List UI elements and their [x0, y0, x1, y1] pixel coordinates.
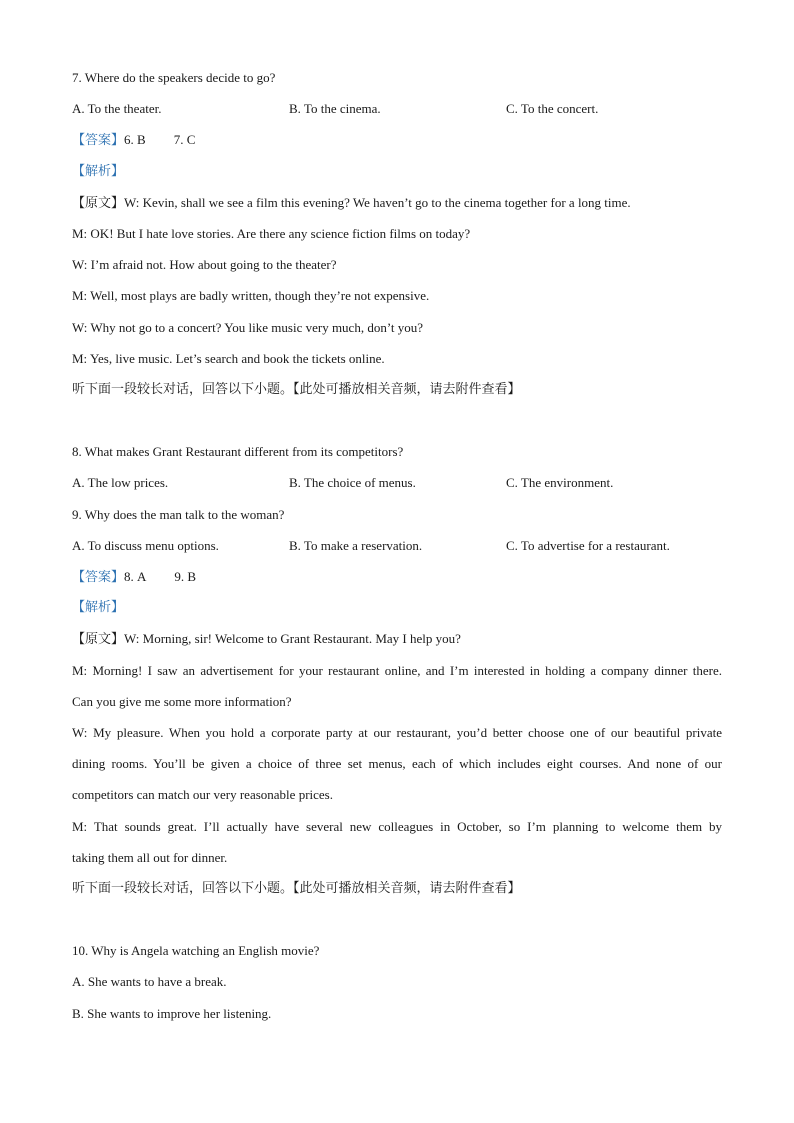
- transcript-1-line-4: M: Well, most plays are badly written, though they’re not expensive.: [72, 288, 430, 304]
- transcript-1-line-6: M: Yes, live music. Let’s search and book the tickets online.: [72, 350, 385, 366]
- transcript-1-line-5: W: Why not go to a concert? You like music very much, don’t you?: [72, 319, 424, 335]
- option-b: B. To make a reservation.: [289, 537, 423, 553]
- answer-line-1: [72, 124, 722, 155]
- answer-9: 9. B: [174, 569, 197, 584]
- listening-instruction-1: 听下面一段较长对话，回答以下小题。【此处可播放相关音频，请去附件查看】: [72, 381, 521, 397]
- transcript-1-line-2: M: OK! But I hate love stories. Are there any science fiction films on today?: [72, 225, 471, 241]
- option-b: B. To the cinema.: [289, 101, 381, 117]
- listening-instruction-2: 听下面一段较长对话，回答以下小题。【此处可播放相关音频，请去附件查看】: [72, 880, 521, 896]
- analysis-tag-2: 【解析】: [72, 600, 125, 616]
- analysis-tag-1: 【解析】: [72, 163, 125, 179]
- answer-tag: 【答案】: [72, 133, 125, 149]
- transcript-text: W: Morning, sir! Welcome to Grant Restaurant. May I help you?: [124, 631, 461, 647]
- option-c: C. To the concert.: [506, 101, 599, 117]
- option-a: A. To discuss menu options.: [72, 537, 219, 553]
- answer-line-2: [72, 561, 722, 592]
- answer-6: 6. B: [124, 132, 146, 148]
- option-a: A. She wants to have a break.: [72, 974, 227, 990]
- transcript-text: W: Kevin, shall we see a film this evening? We haven’t go to the cinema together for a long time.: [124, 194, 631, 210]
- question-8: 8. What makes Grant Restaurant different from its competitors?: [72, 444, 404, 460]
- option-c: C. The environment.: [506, 475, 614, 491]
- transcript-1-line-1: [72, 187, 722, 218]
- option-a: A. To the theater.: [72, 101, 162, 117]
- document-page: [72, 62, 722, 1029]
- transcript-2-line-7: M: That sounds great. I’ll actually have several new colleagues in October, so I’m planning to welcome them by: [72, 818, 722, 834]
- answer-8: 8. A: [124, 569, 147, 584]
- transcript-2-line-1: [72, 623, 722, 654]
- question-9: 9. Why does the man talk to the woman?: [72, 506, 285, 522]
- transcript-2-line-6: competitors can match our very reasonable prices.: [72, 787, 333, 803]
- question-7: 7. Where do the speakers decide to go?: [72, 70, 276, 85]
- option-b: B. The choice of menus.: [289, 475, 416, 491]
- transcript-tag: 【原文】: [72, 195, 125, 211]
- option-c: C. To advertise for a restaurant.: [506, 537, 670, 553]
- option-b: B. She wants to improve her listening.: [72, 1005, 272, 1021]
- transcript-2-line-5: dining rooms. You’ll be given a choice of three set menus, each of which includes eight courses. And none of our: [72, 756, 722, 772]
- transcript-1-line-3: W: I’m afraid not. How about going to the theater?: [72, 257, 337, 273]
- transcript-2-line-4: W: My pleasure. When you hold a corporate party at our restaurant, you’d better choose one of our beautiful private: [72, 724, 722, 740]
- transcript-tag: 【原文】: [72, 632, 125, 648]
- option-a: A. The low prices.: [72, 475, 169, 491]
- question-8-options: [72, 467, 722, 498]
- transcript-2-line-3: Can you give me some more information?: [72, 693, 292, 709]
- transcript-2-line-2: M: Morning! I saw an advertisement for your restaurant online, and I’m interested in holding a company dinner there.: [72, 662, 722, 678]
- answer-tag: 【答案】: [72, 570, 125, 585]
- question-7-options: [72, 93, 722, 124]
- answer-7: 7. C: [173, 132, 196, 148]
- transcript-2-line-8: taking them all out for dinner.: [72, 849, 228, 865]
- question-9-options: [72, 530, 722, 561]
- question-10: 10. Why is Angela watching an English movie?: [72, 943, 320, 959]
